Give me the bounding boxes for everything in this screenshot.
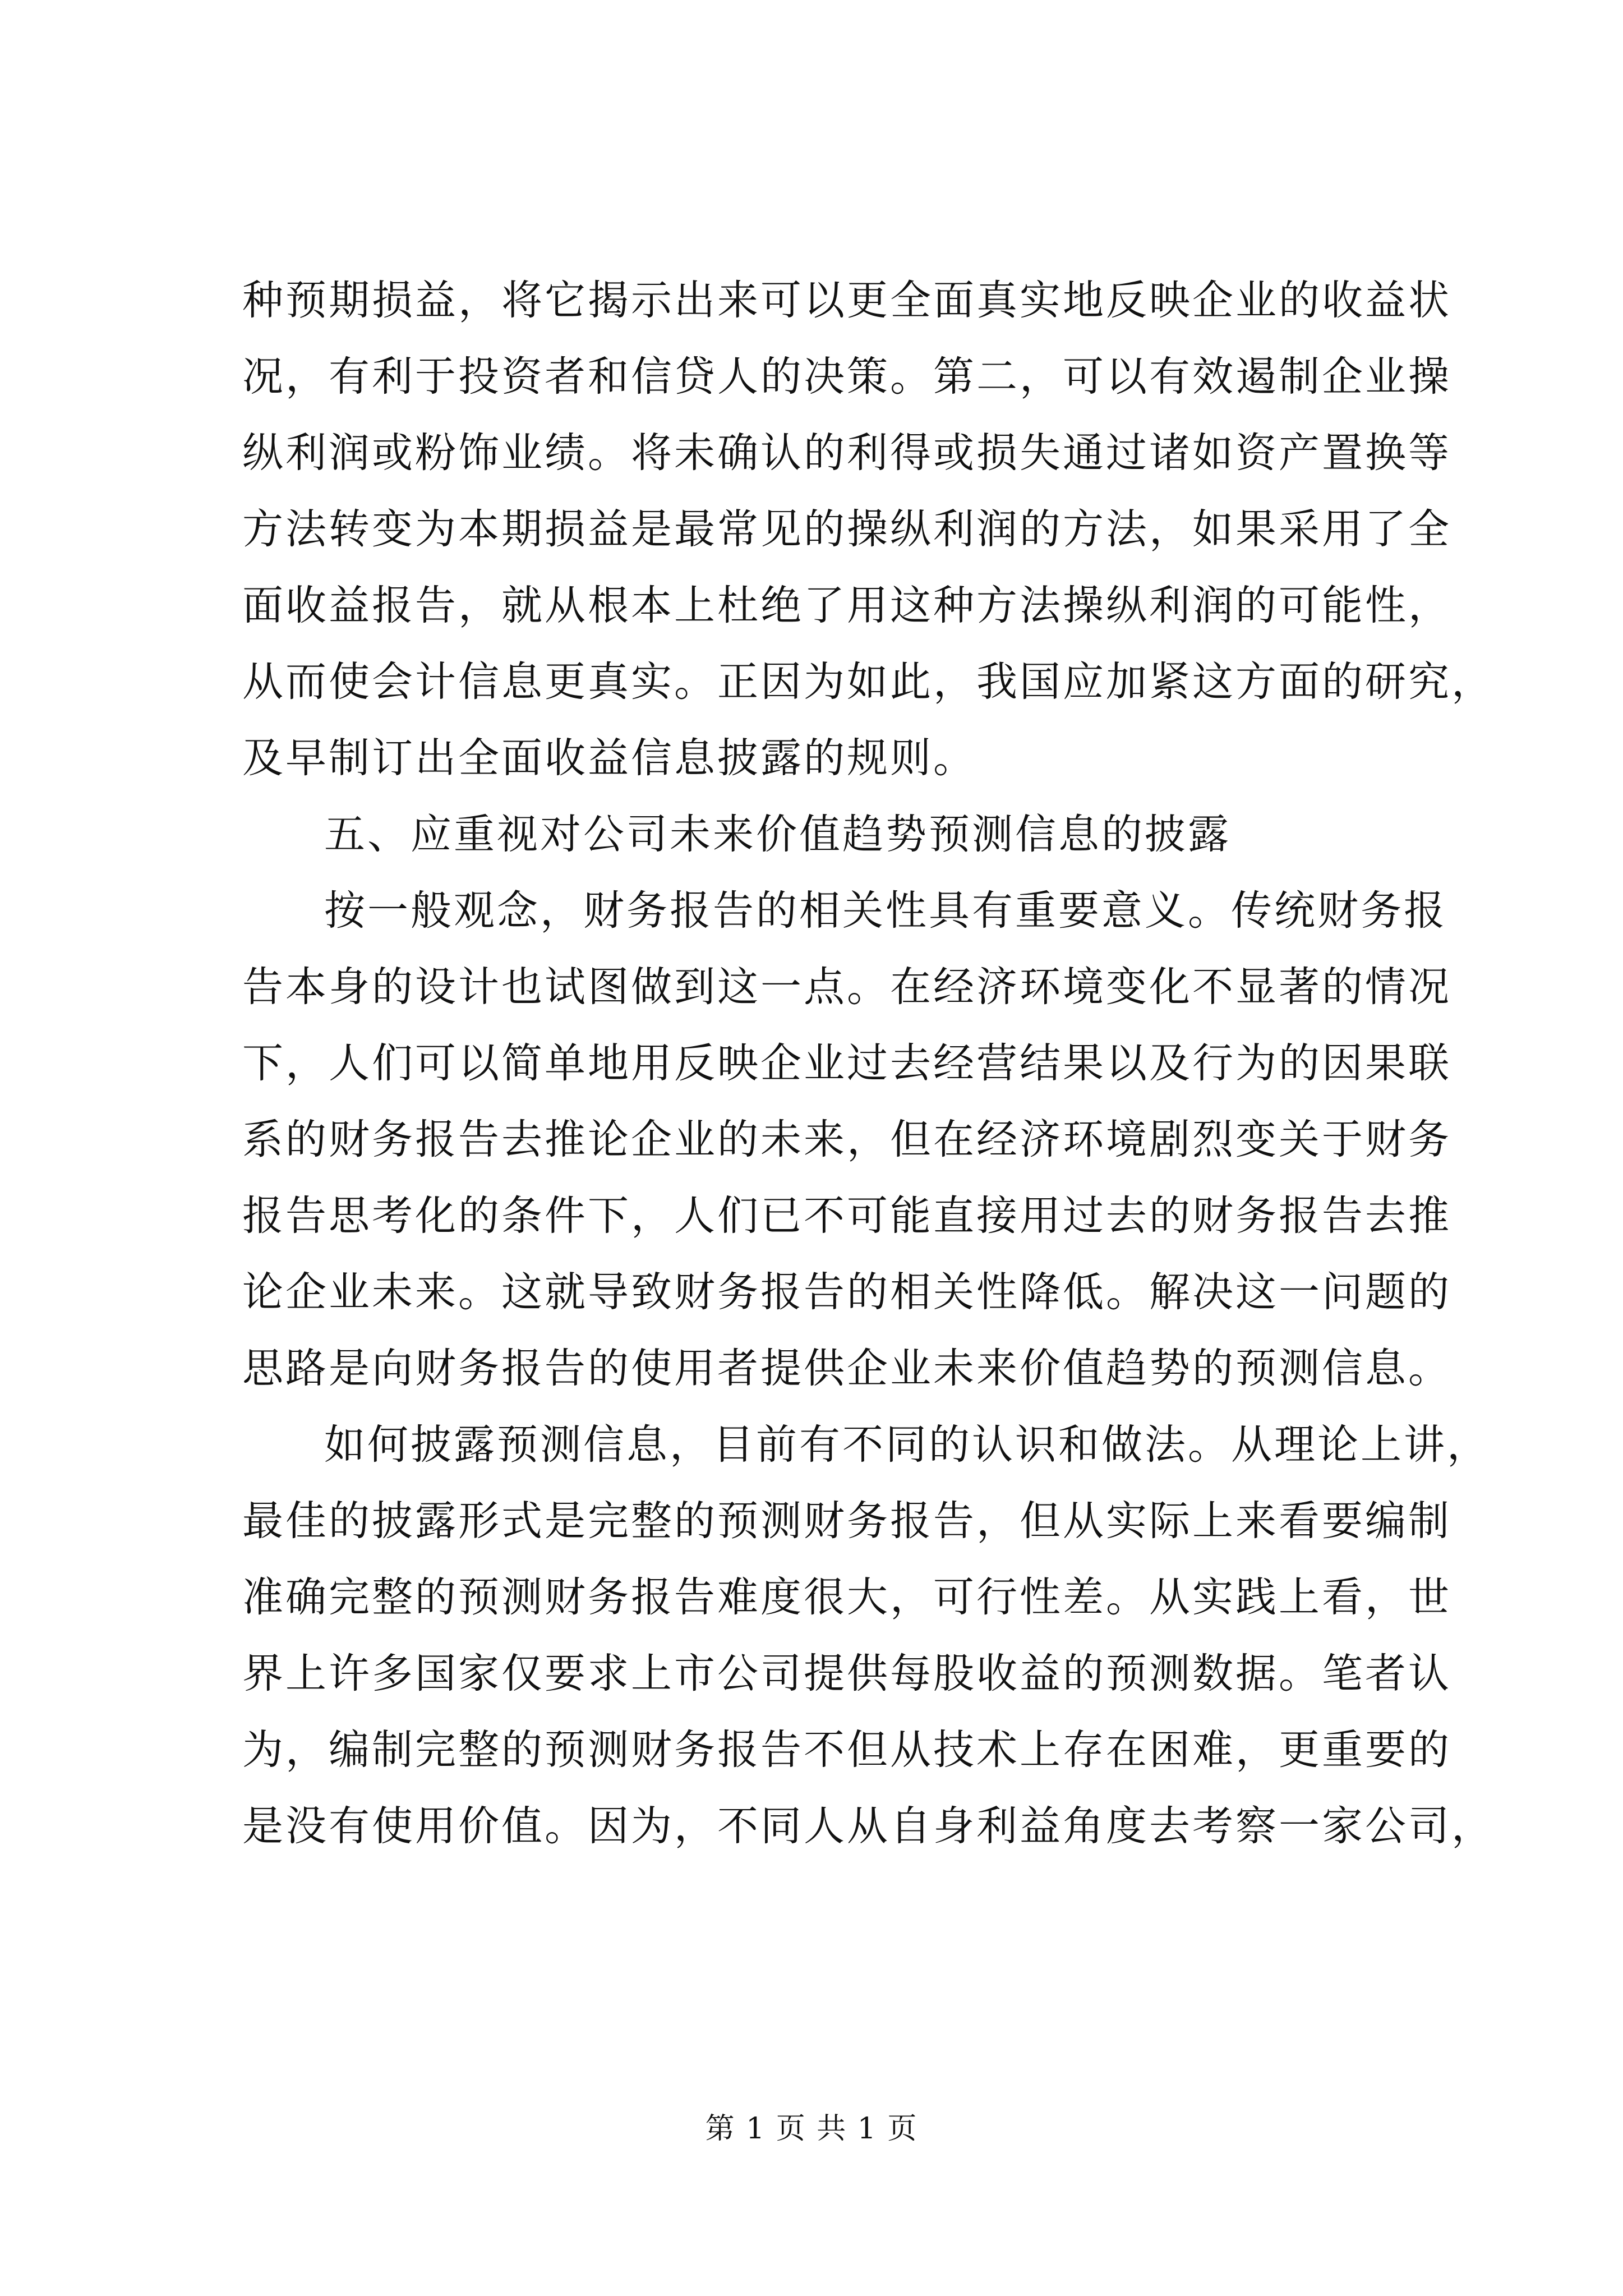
text-line: 种预期损益，将它揭示出来可以更全面真实地反映企业的收益状 — [242, 277, 1451, 324]
text-line: 界上许多国家仅要求上市公司提供每股收益的预测数据。笔者认 — [242, 1650, 1451, 1697]
text-line: 下，人们可以简单地用反映企业过去经营结果以及行为的因果联 — [242, 1039, 1451, 1087]
text-line: 及早制订出全面收益信息披露的规则。 — [242, 734, 976, 782]
text-line: 从而使会计信息更真实。正因为如此，我国应加紧这方面的研究， — [242, 658, 1495, 706]
text-line: 准确完整的预测财务报告难度很大，可行性差。从实践上看，世 — [242, 1573, 1451, 1621]
text-line: 面收益报告，就从根本上杜绝了用这种方法操纵利润的可能性， — [242, 582, 1451, 629]
text-line: 最佳的披露形式是完整的预测财务报告，但从实际上来看要编制 — [242, 1497, 1451, 1545]
text-line: 是没有使用价值。因为，不同人从自身利益角度去考察一家公司， — [242, 1802, 1495, 1850]
text-line: 况，有利于投资者和信贷人的决策。第二，可以有效遏制企业操 — [242, 353, 1451, 401]
text-line: 思路是向财务报告的使用者提供企业未来价值趋势的预测信息。 — [242, 1345, 1451, 1392]
text-line: 论企业未来。这就导致财务报告的相关性降低。解决这一问题的 — [242, 1268, 1451, 1316]
text-line: 告本身的设计也试图做到这一点。在经济环境变化不显著的情况 — [242, 963, 1451, 1011]
text-line: 系的财务报告去推论企业的未来，但在经济环境剧烈变关于财务 — [242, 1116, 1451, 1163]
text-line: 纵利润或粉饰业绩。将未确认的利得或损失通过诸如资产置换等 — [242, 429, 1451, 477]
section-heading: 五、应重视对公司未来价值趋势预测信息的披露 — [324, 811, 1231, 858]
text-line: 为，编制完整的预测财务报告不但从技术上存在困难，更重要的 — [242, 1726, 1451, 1774]
text-line: 方法转变为本期损益是最常见的操纵利润的方法，如果采用了全 — [242, 505, 1451, 553]
page-footer: 第 1 页 共 1 页 — [705, 2112, 918, 2146]
text-line: 报告思考化的条件下，人们已不可能直接用过去的财务报告去推 — [242, 1192, 1451, 1240]
paragraph-first-line: 按一般观念，财务报告的相关性具有重要意义。传统财务报 — [324, 887, 1447, 935]
paragraph-first-line: 如何披露预测信息，目前有不同的认识和做法。从理论上讲， — [324, 1421, 1490, 1469]
body-text — [242, 263, 1495, 1865]
